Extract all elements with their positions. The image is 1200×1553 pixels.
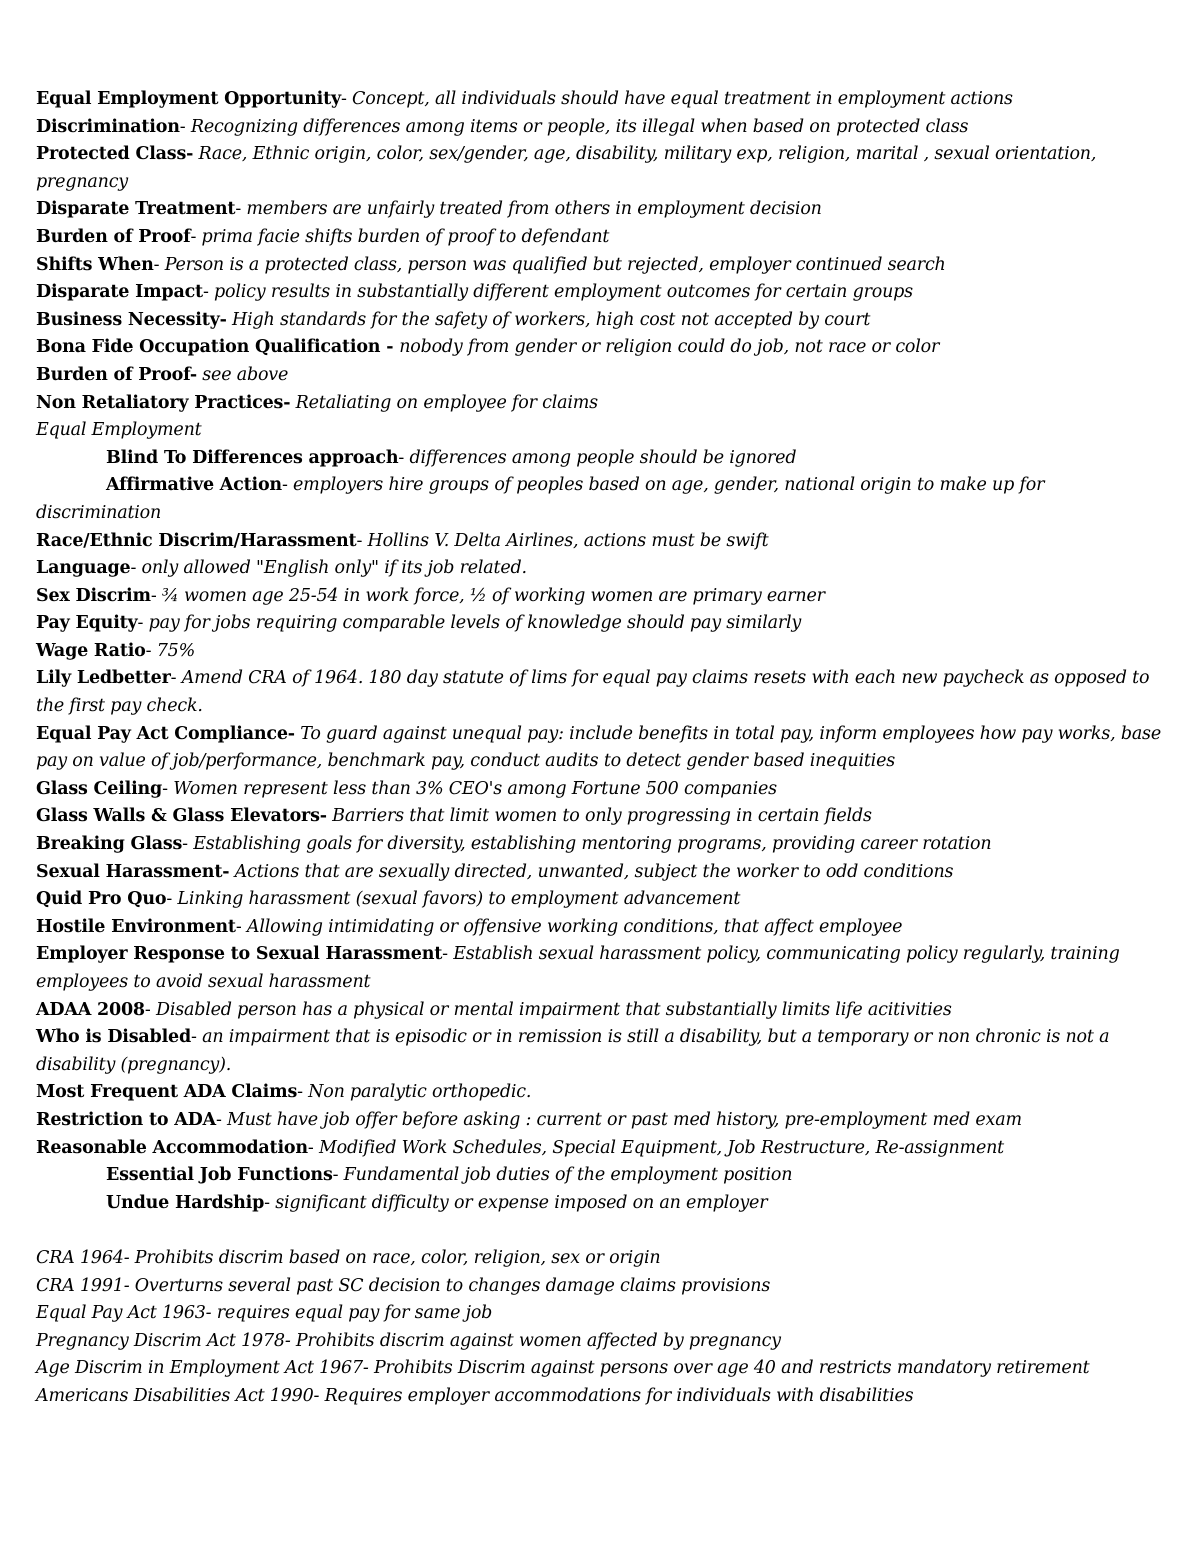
entry-definition: Linking harassment (sexual favors) to employment advancement — [177, 889, 741, 910]
entry-separator: - — [281, 475, 294, 496]
entry-undue-hardship — [36, 1190, 1171, 1218]
entry-separator: - — [264, 1192, 276, 1213]
entry-glass-walls — [36, 803, 1171, 831]
entry-term: Glass Walls & Glass Elevators- — [36, 806, 327, 827]
entry-restriction-to-ada — [36, 1107, 1171, 1135]
entry-separator: - — [235, 199, 247, 220]
entry-wage-ratio — [36, 638, 1171, 666]
entry-separator: - — [179, 116, 191, 137]
entry-term: Sex Discrim — [36, 585, 151, 606]
entry-definition: Allowing intimidating or offensive working conditions, that affect employee — [246, 916, 903, 937]
entry-term: Language — [36, 558, 131, 579]
entry-definition: differences among people should be ignored — [409, 447, 797, 468]
entry-term: Restriction to ADA — [36, 1109, 216, 1130]
entry-separator: - — [144, 999, 156, 1020]
entry-term: Wage Ratio — [36, 640, 146, 661]
entry-separator: - — [150, 585, 162, 606]
entry-separator: - — [332, 1165, 344, 1186]
entry-definition: employers hire groups of peoples based on age, gender, national origin to make up for discrimination — [36, 475, 1045, 523]
entry-definition: nobody from gender or religion could do job, not race or color — [399, 337, 940, 358]
entry-definition: an impairment that is episodic or in remission is still a disability, but a temporary or non chronic is not a disability (pregnancy). — [36, 1027, 1110, 1075]
entry-separator: - — [235, 916, 247, 937]
entry-term: Essential Job Functions — [106, 1165, 333, 1186]
entry-definition: Actions that are sexually directed, unwanted, subject the worker to odd conditions — [234, 861, 954, 882]
entry-quid-pro-quo — [36, 886, 1171, 914]
entry-burden-of-proof — [36, 224, 1171, 252]
entry-separator: - — [190, 226, 202, 247]
entry-adaa-2008 — [36, 997, 1171, 1025]
entry-sex-discrim — [36, 583, 1171, 611]
entry-term: Blind To Differences approach — [106, 447, 399, 468]
entry-separator: - — [162, 778, 174, 799]
entry-definition: High standards for the safety of workers, high cost not accepted by court — [232, 309, 871, 330]
entry-term: Discrimination — [36, 116, 180, 137]
entry-definition: members are unfairly treated from others in employment decision — [246, 199, 822, 220]
entry-separator: - — [356, 530, 368, 551]
entry-term: Affirmative Action — [106, 475, 282, 496]
entry-term: Quid Pro Quo — [36, 889, 167, 910]
entry-separator: - — [191, 1027, 203, 1048]
entry-separator: - — [307, 1137, 319, 1158]
entry-protected-class — [36, 141, 1171, 196]
entry-term: Who is Disabled — [36, 1027, 192, 1048]
entry-definition: Recognizing differences among items or people, its illegal when based on protected class — [190, 116, 969, 137]
law-pregnancy-discrim-act-1978: Pregnancy Discrim Act 1978- Prohibits discrim against women affected by pregnancy — [36, 1330, 781, 1351]
entry-term: Pay Equity — [36, 613, 138, 634]
entry-separator: - — [182, 834, 194, 855]
entry-separator: - — [297, 1082, 309, 1103]
entry-definition: 75% — [156, 640, 195, 661]
entry-definition: Establishing goals for diversity, establishing mentoring programs, providing career rotation — [193, 834, 992, 855]
law-americans-disabilities-act-1990: Americans Disabilities Act 1990- Requires employer accommodations for individuals with disabilities — [36, 1385, 914, 1406]
entry-disparate-treatment — [36, 196, 1171, 224]
entry-term: Race/Ethnic Discrim/Harassment — [36, 530, 357, 551]
entry-term: Disparate Treatment — [36, 199, 236, 220]
entry-definition: Amend CRA of 1964. 180 day statute of lims for equal pay claims resets with each new paycheck as opposed to the first pay check. — [36, 668, 1150, 717]
entry-affirmative-action — [36, 472, 1171, 527]
entry-definition: Modified Work Schedules, Special Equipment, Job Restructure, Re-assignment — [318, 1137, 1005, 1158]
entry-discrimination — [36, 114, 1171, 142]
law-age-discrim-act-1967: Age Discrim in Employment Act 1967- Prohibits Discrim against persons over age 40 and restricts mandatory retirement — [36, 1358, 1090, 1379]
entry-non-retaliatory-practices — [36, 390, 1171, 418]
entry-definition: Non paralytic orthopedic. — [308, 1082, 532, 1103]
entry-separator: - — [398, 447, 410, 468]
entry-definition: Race, Ethnic origin, color, sex/gender, age, disability, military exp, religion, marital , sexual orientation, pregnancy — [36, 144, 1097, 192]
entry-definition: Fundamental job duties of the employment position — [343, 1165, 793, 1186]
entry-separator: - — [215, 1109, 228, 1130]
entry-term: Burden of Proof- — [36, 364, 197, 385]
entry-disparate-impact — [36, 279, 1171, 307]
entry-separator: - — [340, 89, 353, 109]
entry-pay-equity — [36, 610, 1171, 638]
entry-definition: To guard against unequal pay: include benefits in total pay, inform employees how pay works, base pay on value of job/performance, benchmark pay, conduct audits to detect gender based inequities — [36, 723, 1161, 772]
entry-language — [36, 555, 1171, 583]
entry-definition: Hollins V. Delta Airlines, actions must be swift — [367, 530, 769, 551]
entry-definition: see above — [202, 364, 289, 385]
entry-term: Equal Pay Act Compliance- — [36, 723, 295, 744]
entry-definition: pay for jobs requiring comparable levels of knowledge should pay similarly — [148, 613, 802, 634]
entry-essential-job-functions — [36, 1162, 1171, 1190]
entry-separator: - — [153, 254, 165, 275]
law-cra-1991: CRA 1991- Overturns several past SC decision to changes damage claims provisions — [36, 1275, 771, 1296]
entry-term: Most Frequent ADA Claims — [36, 1082, 298, 1103]
entry-who-is-disabled — [36, 1024, 1171, 1079]
entry-definition: ¾ women age 25-54 in work force, ½ of working women are primary earner — [161, 585, 825, 606]
entry-definition: Barriers that limit women to only progressing in certain fields — [332, 806, 872, 827]
section-heading-equal-employment: Equal Employment — [36, 420, 202, 441]
entry-definition: significant difficulty or expense imposed on an employer — [275, 1192, 768, 1213]
entry-blind-to-differences — [36, 445, 1171, 473]
entry-term: Non Retaliatory Practices- — [36, 392, 291, 413]
entry-term: Bona Fide Occupation Qualification - — [36, 337, 400, 358]
entry-burden-of-proof-2 — [36, 362, 1171, 390]
entry-definition: Must have job offer before asking : current or past med history, pre-employment med exam — [227, 1109, 1022, 1130]
entry-definition: only allowed "English only" if its job related. — [141, 558, 527, 579]
entry-term: Sexual Harassment- — [36, 861, 230, 882]
entry-separator: - — [202, 282, 215, 303]
entry-separator: - — [166, 889, 178, 910]
entry-term: Shifts When — [36, 254, 154, 275]
entry-term: Employer Response to Sexual Harassment — [36, 944, 443, 965]
law-equal-pay-act-1963: Equal Pay Act 1963- requires equal pay for same job — [36, 1303, 493, 1324]
entry-term: Disparate Impact — [36, 282, 203, 303]
entry-term: Hostile Environment — [36, 916, 236, 937]
entry-hostile-environment — [36, 914, 1171, 942]
blank-line — [36, 1217, 1171, 1245]
entry-definition: Women represent less than 3% CEO's among Fortune 500 companies — [173, 778, 777, 799]
document-page — [36, 86, 1171, 1411]
entry-definition: Establish sexual harassment policy, communicating policy regularly, training employees to avoid sexual harassment — [36, 944, 1120, 992]
entry-term: Undue Hardship — [106, 1192, 265, 1213]
entry-definition: Retaliating on employee for claims — [295, 392, 598, 413]
entry-term: Breaking Glass — [36, 834, 183, 855]
entry-separator: - — [137, 613, 149, 634]
entry-term: Protected Class- — [36, 144, 194, 165]
entry-sexual-harassment — [36, 859, 1171, 887]
law-cra-1964: CRA 1964- Prohibits discrim based on race, color, religion, sex or origin — [36, 1247, 661, 1268]
entry-separator: - — [170, 668, 182, 689]
entry-definition: prima facie shifts burden of proof to defendant — [201, 226, 610, 247]
entry-equal-pay-act-compliance — [36, 721, 1171, 776]
entry-glass-ceiling — [36, 776, 1171, 804]
entry-most-frequent-ada-claims — [36, 1079, 1171, 1107]
entry-bfoq — [36, 334, 1171, 362]
entry-term: ADAA 2008 — [36, 999, 145, 1020]
entry-term: Equal Employment Opportunity — [36, 89, 341, 109]
entry-definition: Disabled person has a physical or mental impairment that substantially limits life acitivities — [156, 999, 952, 1020]
entry-business-necessity — [36, 307, 1171, 335]
entry-definition: policy results in substantially different employment outcomes for certain groups — [214, 282, 913, 303]
entry-employer-response — [36, 941, 1171, 996]
entry-equal-employment-opportunity — [36, 86, 1171, 114]
entry-breaking-glass — [36, 831, 1171, 859]
entry-reasonable-accommodation — [36, 1135, 1171, 1163]
entry-race-ethnic — [36, 528, 1171, 556]
entry-separator: - — [442, 944, 454, 965]
entry-lily-ledbetter — [36, 665, 1171, 720]
entry-term: Reasonable Accommodation — [36, 1137, 308, 1158]
entry-separator: - — [145, 640, 157, 661]
entry-shifts-when — [36, 252, 1171, 280]
entry-definition: Concept, all individuals should have equal treatment in employment actions — [352, 89, 1013, 109]
entry-definition: Person is a protected class, person was qualified but rejected, employer continued search — [164, 254, 946, 275]
entry-separator: - — [130, 558, 142, 579]
entry-term: Lily Ledbetter — [36, 668, 171, 689]
entry-term: Burden of Proof — [36, 226, 191, 247]
entry-term: Business Necessity- — [36, 309, 227, 330]
entry-term: Glass Ceiling — [36, 778, 163, 799]
